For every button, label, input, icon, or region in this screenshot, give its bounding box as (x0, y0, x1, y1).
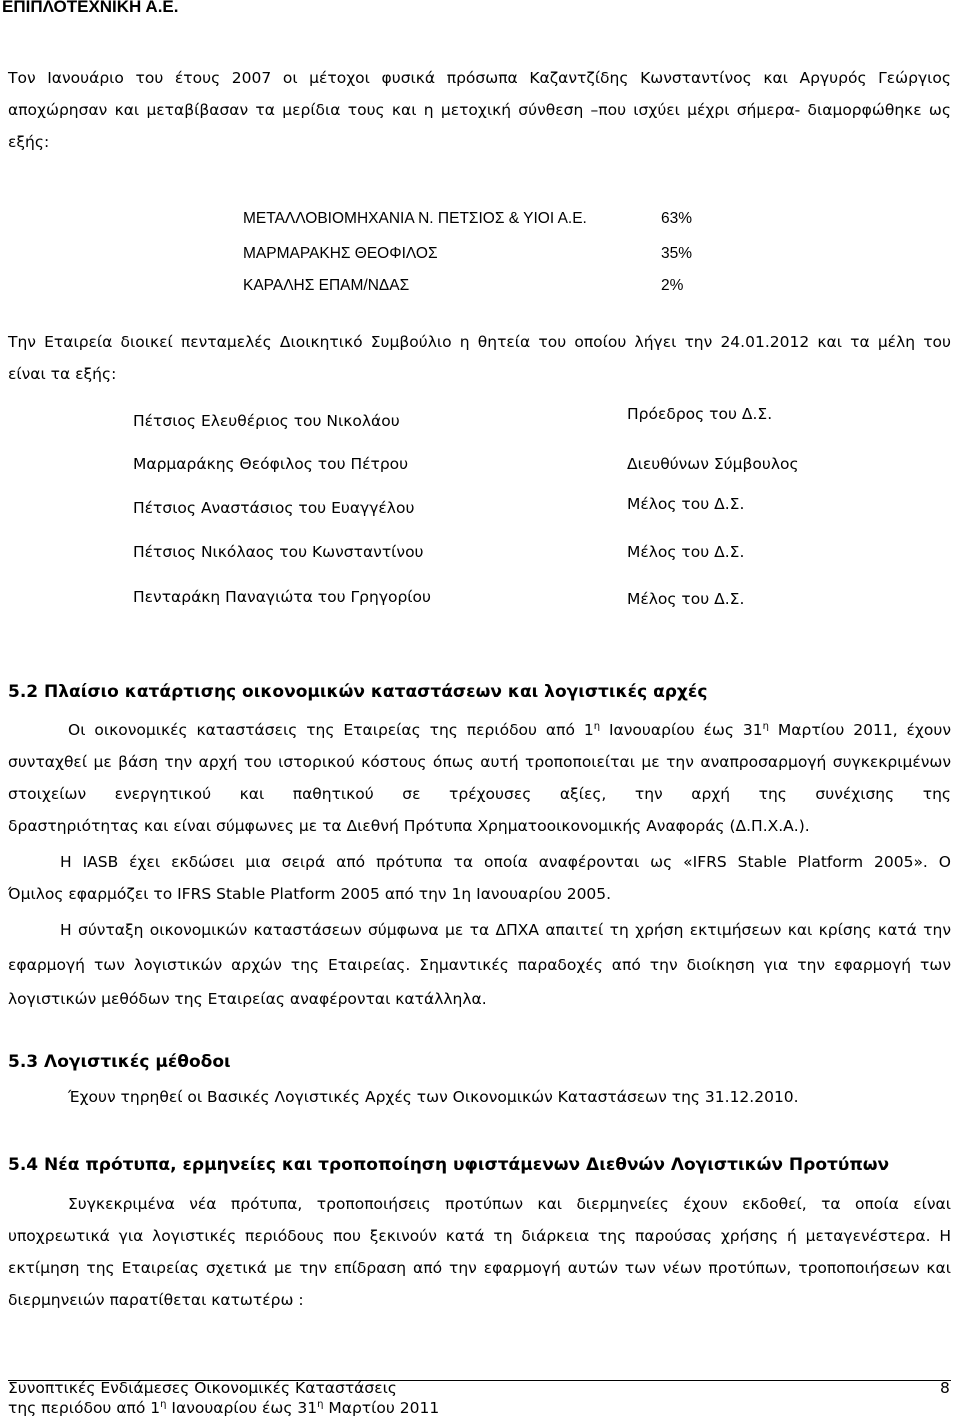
page-number: 8 (940, 1379, 950, 1397)
board-member-role-3: Μέλος του Δ.Σ. (627, 495, 745, 513)
company-heading: ΕΠΙΠΛΟΤΕΧΝΙΚΗ Α.Ε. (2, 0, 179, 16)
board-member-role-5: Μέλος του Δ.Σ. (627, 590, 745, 608)
section-5-2-paragraph-2-last: Όμιλος εφαρμόζει το IFRS Stable Platform 2005 από την 1η Ιανουαρίου 2005. (8, 885, 612, 903)
section-5-4-paragraph: Συγκεκριμένα νέα πρότυπα, τροποποιήσεις προτύπων και διερμηνείες έχουν εκδοθεί, τα οποία είναι υποχρεωτικά για λογιστικές περιόδους που ξεκινούν κατά τη διάρκεια της παρούσας χρήσης ή μεταγενέστερα. Η εκτίμηση της Εταιρείας σχετικά με την επίδραση από την εφαρμογή αυτών των νέων προτύπων, τροποποιήσεων και (8, 1195, 951, 1277)
intro-line1: Τον Ιανουάριο του έτους 2007 οι μέτοχοι φυσικά πρόσωπα Καζαντζίδης Κωνσταντίνος και Αργυρός Γεώργιος (8, 69, 951, 87)
intro-line2: αποχώρησαν και μεταβίβασαν τα μερίδια τους και η μετοχική σύνθεση –που ισχύει μέχρι σήμερα- διαμορφώθηκε ως (8, 101, 951, 119)
section-5-4-paragraph-last: διερμηνειών παρατίθεται κατωτέρω : (8, 1291, 304, 1309)
shareholder-pct-3: 2% (661, 277, 684, 294)
section-5-3-paragraph: Έχουν τηρηθεί οι Βασικές Λογιστικές Αρχές των Οικονομικών Καταστάσεων της 31.12.2010. (68, 1088, 799, 1106)
section-5-2-paragraph-1-last: δραστηριότητας και είναι σύμφωνες με τα Διεθνή Πρότυπα Χρηματοοικονομικής Αναφοράς (Δ.Π.Χ.Α.). (8, 817, 810, 835)
board-member-role-1: Πρόεδρος του Δ.Σ. (627, 405, 773, 423)
intro-paragraph (8, 62, 951, 158)
board-intro-line2: είναι τα εξής: (8, 365, 117, 383)
section-5-4-heading: 5.4 Νέα πρότυπα, ερμηνείες και τροποποίηση υφιστάμενων Διεθνών Λογιστικών Προτύπων (8, 1155, 890, 1175)
superscript: η (160, 1398, 167, 1410)
superscript: η (762, 720, 769, 732)
board-member-role-4: Μέλος του Δ.Σ. (627, 543, 745, 561)
intro-line3: εξής: (8, 133, 50, 151)
board-member-name-1: Πέτσιος Ελευθέριος του Νικολάου (133, 412, 400, 430)
shareholder-pct-1: 63% (661, 210, 693, 227)
board-member-name-2: Μαρμαράκης Θεόφιλος του Πέτρου (133, 455, 409, 473)
board-member-role-2: Διευθύνων Σύμβουλος (627, 455, 799, 473)
board-member-name-4: Πέτσιος Νικόλαος του Κωνσταντίνου (133, 543, 424, 561)
section-5-2-paragraph-2: Η IASB έχει εκδώσει μια σειρά από πρότυπα τα οποία αναφέρονται ως «IFRS Stable Platform 2005». Ο (60, 853, 951, 871)
shareholder-name-2: ΜΑΡΜΑΡΑΚΗΣ ΘΕΟΦΙΛΟΣ (243, 245, 438, 262)
superscript: η (317, 1398, 324, 1410)
board-member-name-5: Πενταράκη Παναγιώτα του Γρηγορίου (133, 588, 432, 606)
footer-period: της περιόδου από $1^\eta$ Ιανουαρίου έως $31^\eta$ Μαρτίου 2011 (8, 1398, 440, 1417)
section-5-2-heading: 5.2 Πλαίσιο κατάρτισης οικονομικών καταστάσεων και λογιστικές αρχές (8, 682, 708, 702)
board-intro-line1: Την Εταιρεία διοικεί πενταμελές Διοικητικό Συμβούλιο η θητεία του οποίου λήγει την 24.01.2012 και τα μέλη του (8, 333, 951, 351)
footer-title: Συνοπτικές Ενδιάμεσες Οικονομικές Καταστάσεις (8, 1379, 397, 1397)
section-5-3-heading: 5.3 Λογιστικές μέθοδοι (8, 1052, 231, 1072)
board-member-name-3: Πέτσιος Αναστάσιος του Ευαγγέλου (133, 499, 415, 517)
shareholder-pct-2: 35% (661, 245, 693, 262)
superscript: η (593, 720, 601, 732)
shareholder-name-3: ΚΑΡΑΛΗΣ ΕΠΑΜ/ΝΔΑΣ (243, 277, 410, 294)
shareholder-name-1: ΜΕΤΑΛΛΟΒΙΟΜΗΧΑΝΙΑ Ν. ΠΕΤΣΙΟΣ & ΥΙΟΙ Α.Ε. (243, 210, 587, 227)
section-5-2-paragraph-3-last: λογιστικών μεθόδων της Εταιρείας αναφέρονται κατάλληλα. (8, 990, 487, 1008)
section-5-2-paragraph-3: Η σύνταξη οικονομικών καταστάσεων σύμφωνα με τα ΔΠΧΑ απαιτεί τη χρήση εκτιμήσεων και κρίσης κατά την εφαρμογή των λογιστικών αρχών της Εταιρείας. Σημαντικές παραδοχές από την διοίκηση για την εφαρμογή των (8, 921, 951, 974)
section-5-2-paragraph-1: Οι οικονομικές καταστάσεις της Εταιρείας της περιόδου από $1^\eta$ Ιανουαρίου έως $31^\eta$ Μαρτίου 2011, έχουν συνταχθεί με βάση την αρχή του ιστορικού κόστους όπως αυτή τροποποιείται με την αναπροσαρμογή συγκεκριμένων στοιχείων ενεργητικού και παθητικού σε τρέχουσες αξίες, την αρχή της συνέχισης της (8, 720, 951, 803)
